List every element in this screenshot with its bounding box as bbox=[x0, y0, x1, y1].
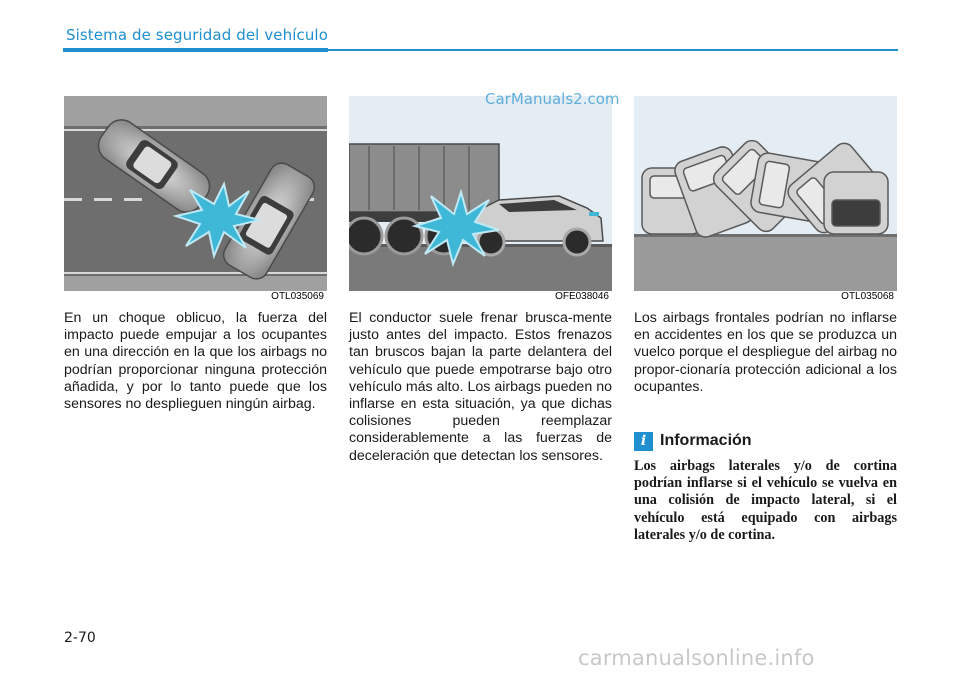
left-column-text: En un choque oblicuo, la fuerza del impacto puede empujar a los ocupantes en una dirección en la que los airbags no podrían proporcionar ninguna protección añadida, y por lo tanto puede que los sensores no desplieguen ningún airbag. bbox=[64, 310, 327, 413]
watermark-top[interactable]: CarManuals2.com bbox=[485, 90, 620, 108]
info-header bbox=[634, 431, 752, 451]
info-body: Los airbags laterales y/o de cortina podrían inflarse si el vehículo se vuelva en una colisión de impacto lateral, si el vehículo está equipado con airbags laterales y/o de cortina. bbox=[634, 458, 897, 543]
figure-oblique-collision bbox=[64, 96, 327, 304]
section-title: Sistema de seguridad del vehículo bbox=[66, 26, 328, 44]
figure-underride-collision bbox=[349, 96, 612, 304]
info-title: Información bbox=[660, 432, 752, 449]
figure-rollover bbox=[634, 96, 897, 304]
middle-column-text: El conductor suele frenar brusca-mente justo antes del impacto. Estos frenazos tan bruscos bajan la parte delantera del vehículo que puede empotrarse bajo otro vehículo más alto. Los airbags pueden no inflarse en esta situación, ya que dichas colisiones pueden reemplazar considerablemente a las fuerzas de deceleración que detectan los sensores. bbox=[349, 310, 612, 464]
figure-code: OFE038046 bbox=[555, 291, 609, 302]
rollover-illustration bbox=[634, 96, 897, 304]
page-number: 2-70 bbox=[64, 630, 96, 646]
oblique-collision-illustration bbox=[64, 96, 327, 304]
header-rule-thick bbox=[63, 48, 328, 52]
header-rule-thin bbox=[328, 49, 898, 51]
right-column-text: Los airbags frontales podrían no inflarse en accidentes en los que se produzca un vuelco porque el despliegue del airbag no propor-cionaría protección adicional a los ocupantes. bbox=[634, 310, 897, 395]
figure-code: OTL035068 bbox=[841, 291, 894, 302]
figure-code: OTL035069 bbox=[271, 291, 324, 302]
underride-illustration bbox=[349, 96, 612, 304]
info-icon: i bbox=[634, 432, 653, 451]
watermark-bottom[interactable]: carmanualsonline.info bbox=[578, 646, 815, 670]
